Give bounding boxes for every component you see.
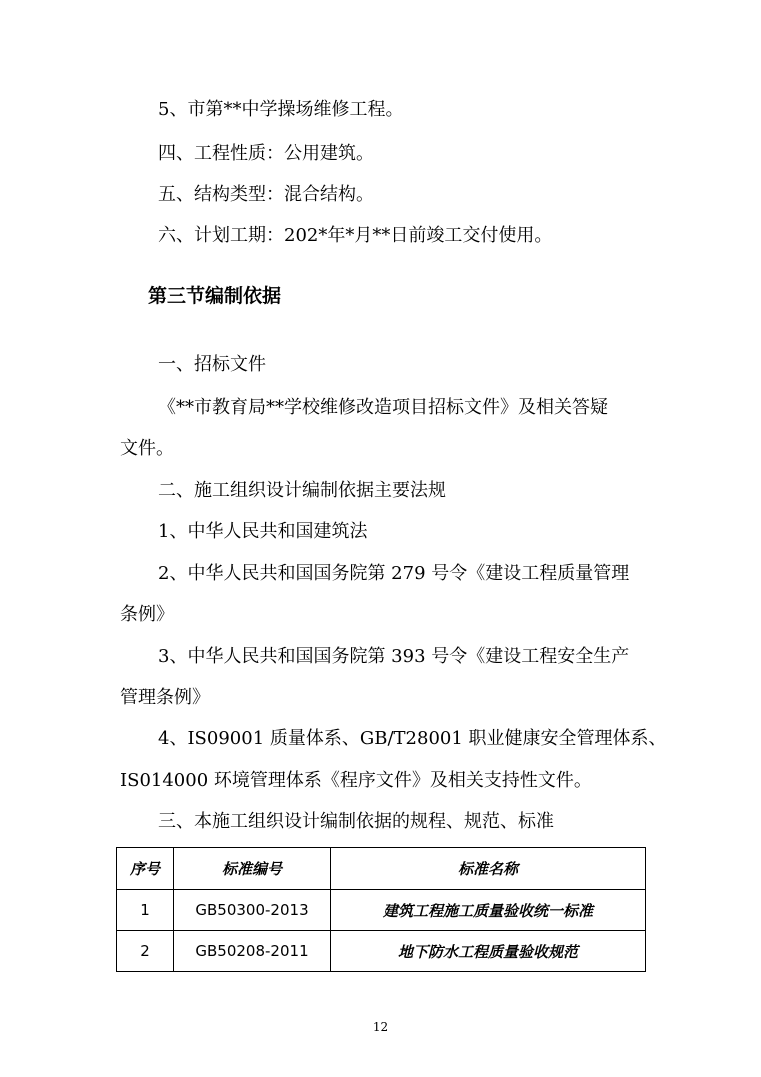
basis-item-3-title: 三、本施工组织设计编制依据的规程、规范、标准 xyxy=(158,811,554,832)
regulation-2-line-2: 条例》 xyxy=(120,604,174,625)
row-serial-number: 1 xyxy=(117,890,174,931)
page-number: 12 xyxy=(372,1020,389,1034)
regulation-3-line-1: 3、中华人民共和国国务院第 393 号令《建设工程安全生产 xyxy=(158,646,630,667)
basis-item-2-title: 二、施工组织设计编制依据主要法规 xyxy=(158,480,446,501)
row-standard-name: 建筑工程施工质量验收统一标准 xyxy=(331,890,646,931)
regulation-2-line-1: 2、中华人民共和国国务院第 279 号令《建设工程质量管理 xyxy=(158,563,630,584)
structure-type: 五、结构类型：混合结构。 xyxy=(158,184,374,205)
table-row xyxy=(117,890,646,931)
tender-document-line-2: 文件。 xyxy=(120,438,174,459)
tender-document-line-1: 《**市教育局**学校维修改造项目招标文件》及相关答疑 xyxy=(158,397,608,418)
row-standard-code: GB50300-2013 xyxy=(174,890,331,931)
project-nature: 四、工程性质：公用建筑。 xyxy=(158,143,374,164)
table-header-row xyxy=(117,848,646,890)
row-serial-number: 2 xyxy=(117,931,174,972)
header-serial-number: 序号 xyxy=(117,848,174,890)
header-standard-name: 标准名称 xyxy=(331,848,646,890)
regulation-3-line-2: 管理条例》 xyxy=(120,687,210,708)
table-row xyxy=(117,931,646,972)
row-standard-code: GB50208-2011 xyxy=(174,931,331,972)
section-heading: 第三节编制依据 xyxy=(148,285,282,307)
regulation-4-line-2: IS014000 环境管理体系《程序文件》及相关支持性文件。 xyxy=(120,770,592,791)
project-item-5: 5、市第**中学操场维修工程。 xyxy=(158,99,404,120)
header-standard-code: 标准编号 xyxy=(174,848,331,890)
basis-item-1-title: 一、招标文件 xyxy=(158,354,266,375)
planned-duration: 六、计划工期：202*年*月**日前竣工交付使用。 xyxy=(158,225,553,246)
row-standard-name: 地下防水工程质量验收规范 xyxy=(331,931,646,972)
regulation-1: 1、中华人民共和国建筑法 xyxy=(158,521,368,542)
standards-table xyxy=(116,847,646,972)
regulation-4-line-1: 4、IS09001 质量体系、GB/T28001 职业健康安全管理体系、 xyxy=(158,728,667,749)
